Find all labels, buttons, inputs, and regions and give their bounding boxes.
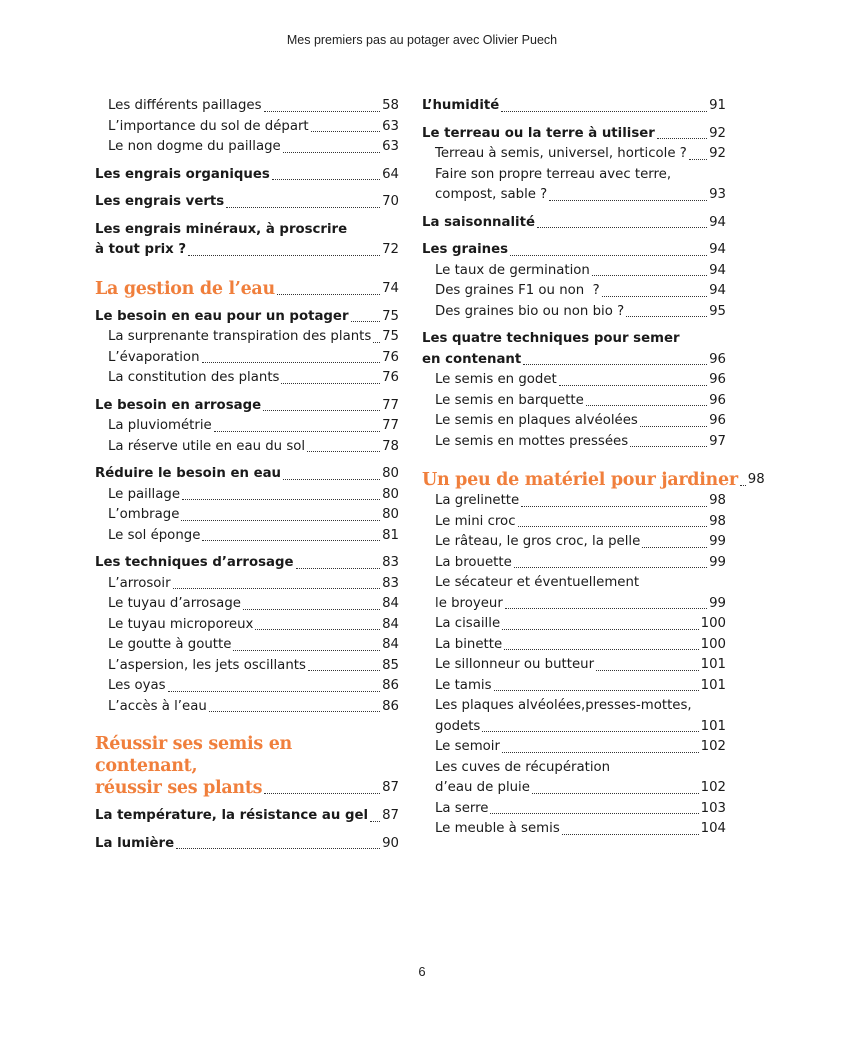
toc-chapter-entry[interactable]: Les techniques d’arrosage 83 (95, 553, 399, 574)
dot-leader (640, 426, 707, 427)
toc-entry[interactable]: La serre 103 (422, 799, 726, 820)
dot-leader (592, 275, 707, 276)
dot-leader (518, 526, 708, 527)
dot-leader (173, 588, 381, 589)
page-ref: 87 (382, 808, 399, 823)
page-ref: 91 (709, 98, 726, 113)
toc-entry[interactable]: La brouette 99 (422, 553, 726, 574)
dot-leader (689, 159, 707, 160)
toc-entry[interactable]: Le taux de germination 94 (422, 261, 726, 282)
dot-leader (596, 670, 699, 671)
page-ref: 72 (382, 242, 399, 257)
page-ref: 77 (382, 397, 399, 413)
dot-leader (264, 793, 380, 794)
toc-entry[interactable]: Le tamis 101 (422, 676, 726, 697)
toc-chapter-entry-line[interactable]: Les quatre techniques pour semer (422, 331, 680, 346)
running-header: Mes premiers pas au potager avec Olivier Puech (286, 33, 558, 47)
toc-chapter-entry[interactable]: Les engrais organiques 64 (95, 165, 399, 186)
page-ref: 86 (382, 678, 399, 693)
toc-entry[interactable]: Le mini croc 98 (422, 512, 726, 533)
page-ref: 87 (382, 780, 399, 795)
dot-leader (562, 834, 699, 835)
page-ref: 76 (382, 349, 399, 365)
toc-entry[interactable]: Terreau à semis, universel, horticole ? 92 (422, 144, 726, 165)
toc-entry[interactable]: Le râteau, le gros croc, la pelle 99 (422, 532, 726, 553)
dot-leader (281, 383, 380, 384)
dot-leader (482, 731, 698, 732)
dot-leader (657, 138, 707, 139)
page-ref: 83 (382, 555, 399, 570)
dot-leader (188, 255, 380, 256)
toc-entry[interactable]: La réserve utile en eau du sol 78 (95, 437, 399, 458)
toc-entry[interactable]: La binette 100 (422, 635, 726, 656)
toc-chapter-entry[interactable]: Le besoin en arrosage 77 (95, 396, 399, 417)
toc-entry[interactable]: L’ombrage 80 (95, 505, 399, 526)
toc-entry-line[interactable]: Les plaques alvéolées,presses-mottes, (435, 698, 692, 713)
dot-leader (176, 848, 380, 849)
dot-leader (226, 207, 380, 208)
toc-chapter-entry[interactable]: L’humidité 91 (422, 96, 726, 117)
toc-entry-line[interactable]: Le sécateur et éventuellement (435, 575, 640, 590)
toc-entry[interactable]: Le sol éponge 81 (95, 526, 399, 547)
dot-leader (586, 405, 707, 406)
toc-entry[interactable]: Le semis en godet 96 (422, 370, 726, 391)
toc-entry[interactable]: Le goutte à goutte 84 (95, 635, 399, 656)
page-ref: 94 (709, 242, 726, 257)
page-ref: 80 (382, 486, 399, 502)
page-ref: 75 (382, 329, 399, 344)
page-ref: 103 (700, 800, 726, 816)
page-ref: 101 (700, 718, 726, 734)
dot-leader (272, 179, 380, 180)
page-ref: 92 (709, 125, 726, 141)
page-ref: 92 (709, 146, 726, 161)
dot-leader (263, 410, 380, 411)
toc-column-right (422, 96, 765, 840)
toc-chapter-entry[interactable]: Le besoin en eau pour un potager 75 (95, 307, 399, 328)
toc-entry[interactable]: Le tuyau d’arrosage 84 (95, 594, 399, 615)
page-ref: 63 (382, 139, 399, 154)
page-ref: 78 (382, 438, 399, 454)
dot-leader (202, 540, 380, 541)
page-ref: 94 (709, 262, 726, 278)
dot-leader (283, 152, 380, 153)
dot-leader (277, 294, 380, 295)
page-ref: 104 (700, 821, 726, 836)
dot-leader (370, 821, 380, 822)
page-ref: 90 (382, 835, 399, 851)
toc-chapter-entry[interactable]: en contenant 96 (422, 350, 726, 371)
page-ref: 99 (709, 534, 726, 549)
page-ref: 94 (709, 283, 726, 298)
page-ref: 75 (382, 308, 399, 324)
toc-entry[interactable]: Le non dogme du paillage 63 (95, 137, 399, 158)
dot-leader (308, 670, 380, 671)
toc-entry[interactable]: Le semoir 102 (422, 737, 726, 758)
toc-chapter-entry-line[interactable]: Les engrais minéraux, à proscrire (95, 221, 348, 237)
toc-chapter-entry[interactable]: La température, la résistance au gel 87 (95, 806, 399, 827)
toc-entry[interactable]: La pluviométrie 77 (95, 416, 399, 437)
dot-leader (626, 316, 707, 317)
toc-section-heading-line[interactable]: Réussir ses semis en contenant, (95, 734, 292, 776)
page-ref: 94 (709, 214, 726, 230)
toc-entry-line[interactable]: Faire son propre terreau avec terre, (435, 166, 672, 182)
dot-leader (182, 499, 380, 500)
page-ref: 84 (382, 596, 399, 611)
dot-leader (202, 362, 381, 363)
toc-entry[interactable]: Le tuyau microporeux 84 (95, 615, 399, 636)
dot-leader (502, 629, 698, 630)
toc-entry[interactable]: Le semis en barquette 96 (422, 391, 726, 412)
dot-leader (307, 451, 380, 452)
dot-leader (514, 567, 707, 568)
page-ref: 81 (382, 527, 399, 543)
page-ref: 96 (709, 413, 726, 428)
toc-chapter-entry[interactable]: Les graines 94 (422, 240, 726, 261)
page-ref: 96 (709, 372, 726, 387)
toc-entry[interactable]: Des graines bio ou non bio ? 95 (422, 302, 726, 323)
toc-column-left (95, 96, 399, 854)
dot-leader (214, 431, 380, 432)
dot-leader (532, 793, 699, 794)
toc-entry[interactable]: Le paillage 80 (95, 485, 399, 506)
dot-leader (296, 568, 381, 569)
toc-section-heading[interactable]: réussir ses plants 87 (95, 778, 399, 798)
page-ref: 93 (709, 187, 726, 202)
toc-entry[interactable]: Les différents paillages 58 (95, 96, 399, 117)
page-ref: 76 (382, 370, 399, 385)
toc-entry[interactable]: Le semis en mottes pressées 97 (422, 432, 726, 453)
toc-chapter-entry[interactable]: Les engrais verts 70 (95, 192, 399, 213)
toc-entry[interactable]: L’aspersion, les jets oscillants 85 (95, 656, 399, 677)
page-ref: 98 (747, 472, 765, 487)
dot-leader (233, 650, 380, 651)
page-number: 6 (418, 964, 426, 979)
dot-leader (494, 690, 699, 691)
page-ref: 100 (700, 636, 726, 652)
toc-chapter-entry[interactable]: Réduire le besoin en eau 80 (95, 464, 399, 485)
page-ref: 96 (709, 351, 726, 367)
toc-entry[interactable]: L’arrosoir 83 (95, 574, 399, 595)
page-ref: 99 (709, 554, 726, 570)
dot-leader (243, 609, 380, 610)
toc-entry[interactable]: godets 101 (422, 717, 726, 738)
dot-leader (311, 131, 380, 132)
toc-entry[interactable]: La cisaille 100 (422, 614, 726, 635)
page-ref: 58 (382, 98, 399, 113)
page-ref: 102 (700, 739, 726, 754)
toc-entry-line[interactable]: Les cuves de récupération (435, 759, 611, 775)
dot-leader (168, 691, 380, 692)
page-ref: 84 (382, 616, 399, 632)
page-ref: 98 (709, 513, 726, 529)
page-ref: 101 (700, 677, 726, 693)
page-ref: 74 (382, 280, 399, 296)
toc-entry[interactable]: d’eau de pluie 102 (422, 778, 726, 799)
toc-chapter-entry[interactable]: La saisonnalité 94 (422, 213, 726, 234)
page-ref: 80 (382, 507, 399, 522)
toc-chapter-entry[interactable]: La lumière 90 (95, 834, 399, 855)
page-ref: 100 (700, 616, 726, 631)
dot-leader (740, 485, 746, 486)
toc-entry[interactable]: Les oyas 86 (95, 676, 399, 697)
toc-entry[interactable]: La grelinette 98 (422, 491, 726, 512)
dot-leader (490, 813, 698, 814)
dot-leader (559, 385, 707, 386)
toc-section-heading[interactable]: La gestion de l’eau 74 (95, 278, 399, 299)
dot-leader (521, 506, 707, 507)
page-ref: 70 (382, 194, 399, 209)
toc-section-heading[interactable]: Un peu de matériel pour jardiner 98 (422, 470, 765, 490)
page-ref: 85 (382, 657, 399, 673)
page-ref: 86 (382, 698, 399, 714)
dot-leader (209, 711, 380, 712)
toc-entry[interactable]: L’importance du sol de départ 63 (95, 117, 399, 138)
dot-leader (630, 446, 707, 447)
page-ref: 83 (382, 575, 399, 591)
dot-leader (602, 296, 707, 297)
page-ref: 84 (382, 637, 399, 652)
toc-chapter-entry[interactable]: à tout prix ? 72 (95, 240, 399, 261)
dot-leader (537, 227, 707, 228)
toc-entry[interactable]: L’évaporation 76 (95, 348, 399, 369)
page-ref: 80 (382, 466, 399, 481)
toc-entry[interactable]: Le meuble à semis 104 (422, 819, 726, 840)
toc-entry[interactable]: le broyeur 99 (422, 594, 726, 615)
dot-leader (373, 342, 380, 343)
toc-entry[interactable]: Le sillonneur ou butteur 101 (422, 655, 726, 676)
dot-leader (351, 321, 381, 322)
dot-leader (549, 200, 707, 201)
dot-leader (501, 111, 707, 112)
dot-leader (264, 111, 381, 112)
dot-leader (181, 520, 380, 521)
page-ref: 96 (709, 392, 726, 408)
toc-entry[interactable]: La surprenante transpiration des plants 75 (95, 327, 399, 348)
toc-entry[interactable]: Le semis en plaques alvéolées 96 (422, 411, 726, 432)
dot-leader (642, 547, 707, 548)
toc-entry[interactable]: compost, sable ? 93 (422, 185, 726, 206)
dot-leader (255, 629, 380, 630)
dot-leader (502, 752, 699, 753)
page-ref: 98 (709, 493, 726, 508)
page-ref: 97 (709, 433, 726, 449)
toc-entry[interactable]: Des graines F1 ou non ? 94 (422, 281, 726, 302)
page-ref: 95 (709, 303, 726, 319)
dot-leader (504, 649, 698, 650)
toc-entry[interactable]: L’accès à l’eau 86 (95, 697, 399, 718)
page-ref: 63 (382, 118, 399, 134)
toc-entry[interactable]: La constitution des plants 76 (95, 368, 399, 389)
page-ref: 101 (700, 657, 726, 672)
dot-leader (523, 364, 707, 365)
dot-leader (505, 608, 707, 609)
page-ref: 64 (382, 166, 399, 182)
page-ref: 102 (700, 780, 726, 795)
toc-chapter-entry[interactable]: Le terreau ou la terre à utiliser 92 (422, 124, 726, 145)
page-ref: 77 (382, 418, 399, 433)
page-ref: 99 (709, 595, 726, 611)
dot-leader (283, 479, 380, 480)
dot-leader (510, 255, 707, 256)
